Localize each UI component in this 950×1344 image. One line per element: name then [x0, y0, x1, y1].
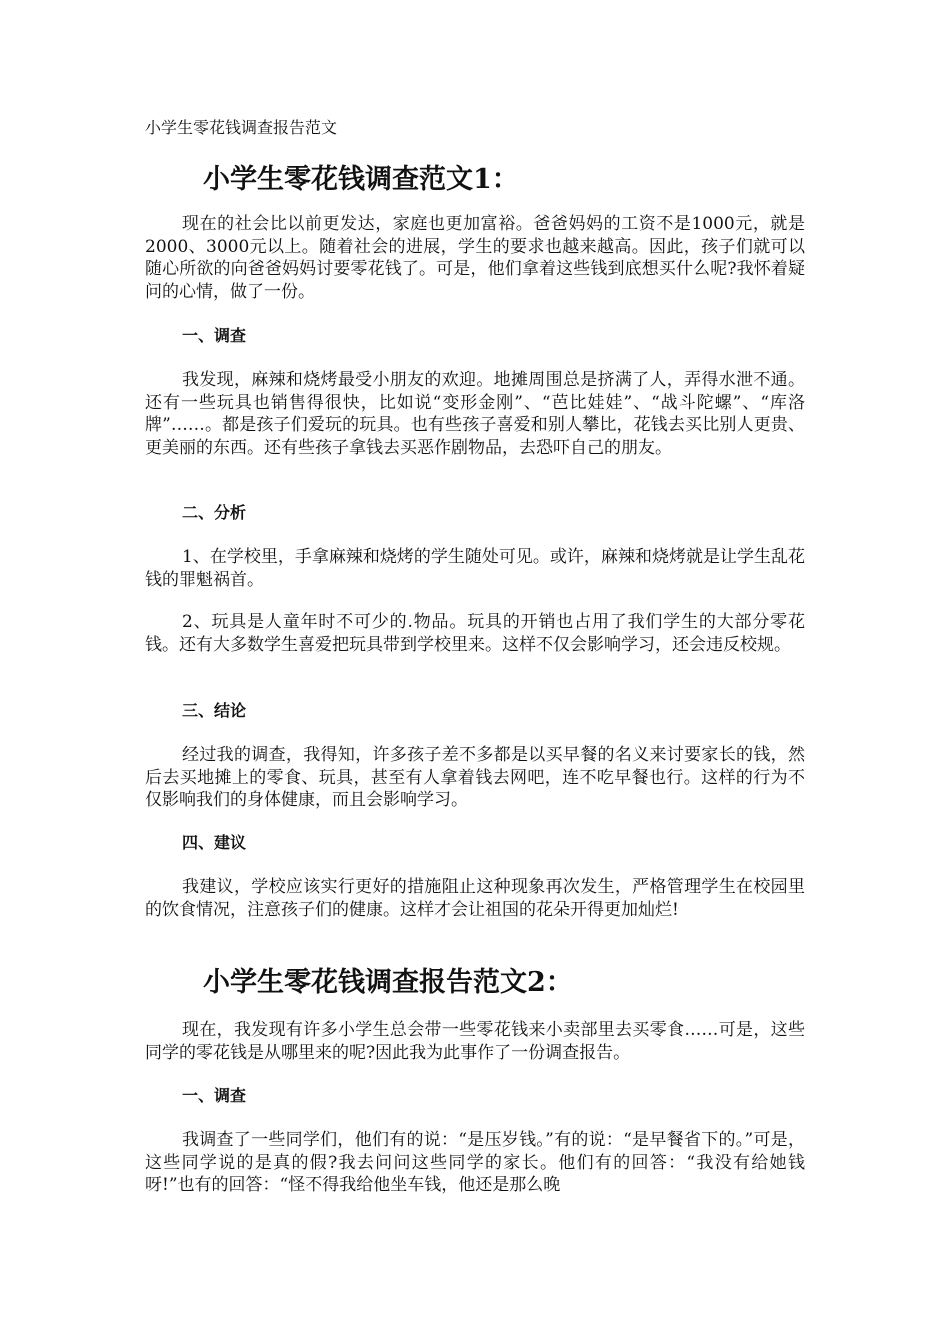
essay1-section2-paragraph1: 1、在学校里，手拿麻辣和烧烤的学生随处可见。或许，麻辣和烧烤就是让学生乱花钱的罪魁祸首。	[145, 547, 805, 590]
essay1-intro-paragraph: 现在的社会比以前更发达，家庭也更加富裕。爸爸妈妈的工资不是1000元，就是2000、3000元以上。随着社会的进展，学生的要求也越来越高。因此，孩子们就可以随心所欲的向爸爸妈妈讨要零花钱了。可是，他们拿着这些钱到底想买什么呢?我怀着疑问的心情，做了一份。	[145, 214, 805, 302]
essay1-section4-title: 四、建议	[182, 833, 247, 852]
essay1-section1-paragraph: 我发现，麻辣和烧烤最受小朋友的欢迎。地摊周围总是挤满了人，弄得水泄不通。还有一些玩具也销售得很快，比如说“变形金刚”、“芭比娃娃”、“战斗陀螺”、“库洛牌”……。都是孩子们爱玩的玩具。也有些孩子喜爱和别人攀比，花钱去买比别人更贵、更美丽的东西。还有些孩子拿钱去买恶作剧物品，去恐吓自己的朋友。	[145, 370, 805, 458]
document-title: 小学生零花钱调查报告范文	[145, 118, 338, 137]
essay1-heading: 小学生零花钱调查范文1：	[203, 164, 519, 195]
essay1-section3-title: 三、结论	[182, 701, 247, 720]
essay2-heading: 小学生零花钱调查报告范文2：	[203, 967, 573, 998]
essay1-section3-paragraph: 经过我的调查，我得知，许多孩子差不多都是以买早餐的名义来讨要家长的钱，然后去买地摊上的零食、玩具，甚至有人拿着钱去网吧，连不吃早餐也行。这样的行为不仅影响我们的身体健康，而且会影响学习。	[145, 745, 805, 810]
essay1-section1-title: 一、调查	[182, 326, 247, 345]
essay1-section4-paragraph: 我建议，学校应该实行更好的措施阻止这种现象再次发生，严格管理学生在校园里的饮食情况，注意孩子们的健康。这样才会让祖国的花朵开得更加灿烂!	[145, 877, 805, 920]
essay2-section1-title: 一、调查	[182, 1086, 247, 1105]
essay1-section2-paragraph2: 2、玩具是人童年时不可少的.物品。玩具的开销也占用了我们学生的大部分零花钱。还有大多数学生喜爱把玩具带到学校里来。这样不仅会影响学习，还会违反校规。	[145, 612, 805, 655]
essay2-section1-paragraph: 我调查了一些同学们，他们有的说：“是压岁钱。”有的说：“是早餐省下的。”可是，这些同学说的是真的假?我去问问这些同学的家长。他们有的回答：“我没有给她钱呀!”也有的回答：“怪不得我给他坐车钱，他还是那么晚	[145, 1130, 805, 1195]
essay2-intro-paragraph: 现在，我发现有许多小学生总会带一些零花钱来小卖部里去买零食……可是，这些同学的零花钱是从哪里来的呢?因此我为此事作了一份调查报告。	[145, 1020, 805, 1063]
essay1-section2-title: 二、分析	[182, 503, 247, 522]
